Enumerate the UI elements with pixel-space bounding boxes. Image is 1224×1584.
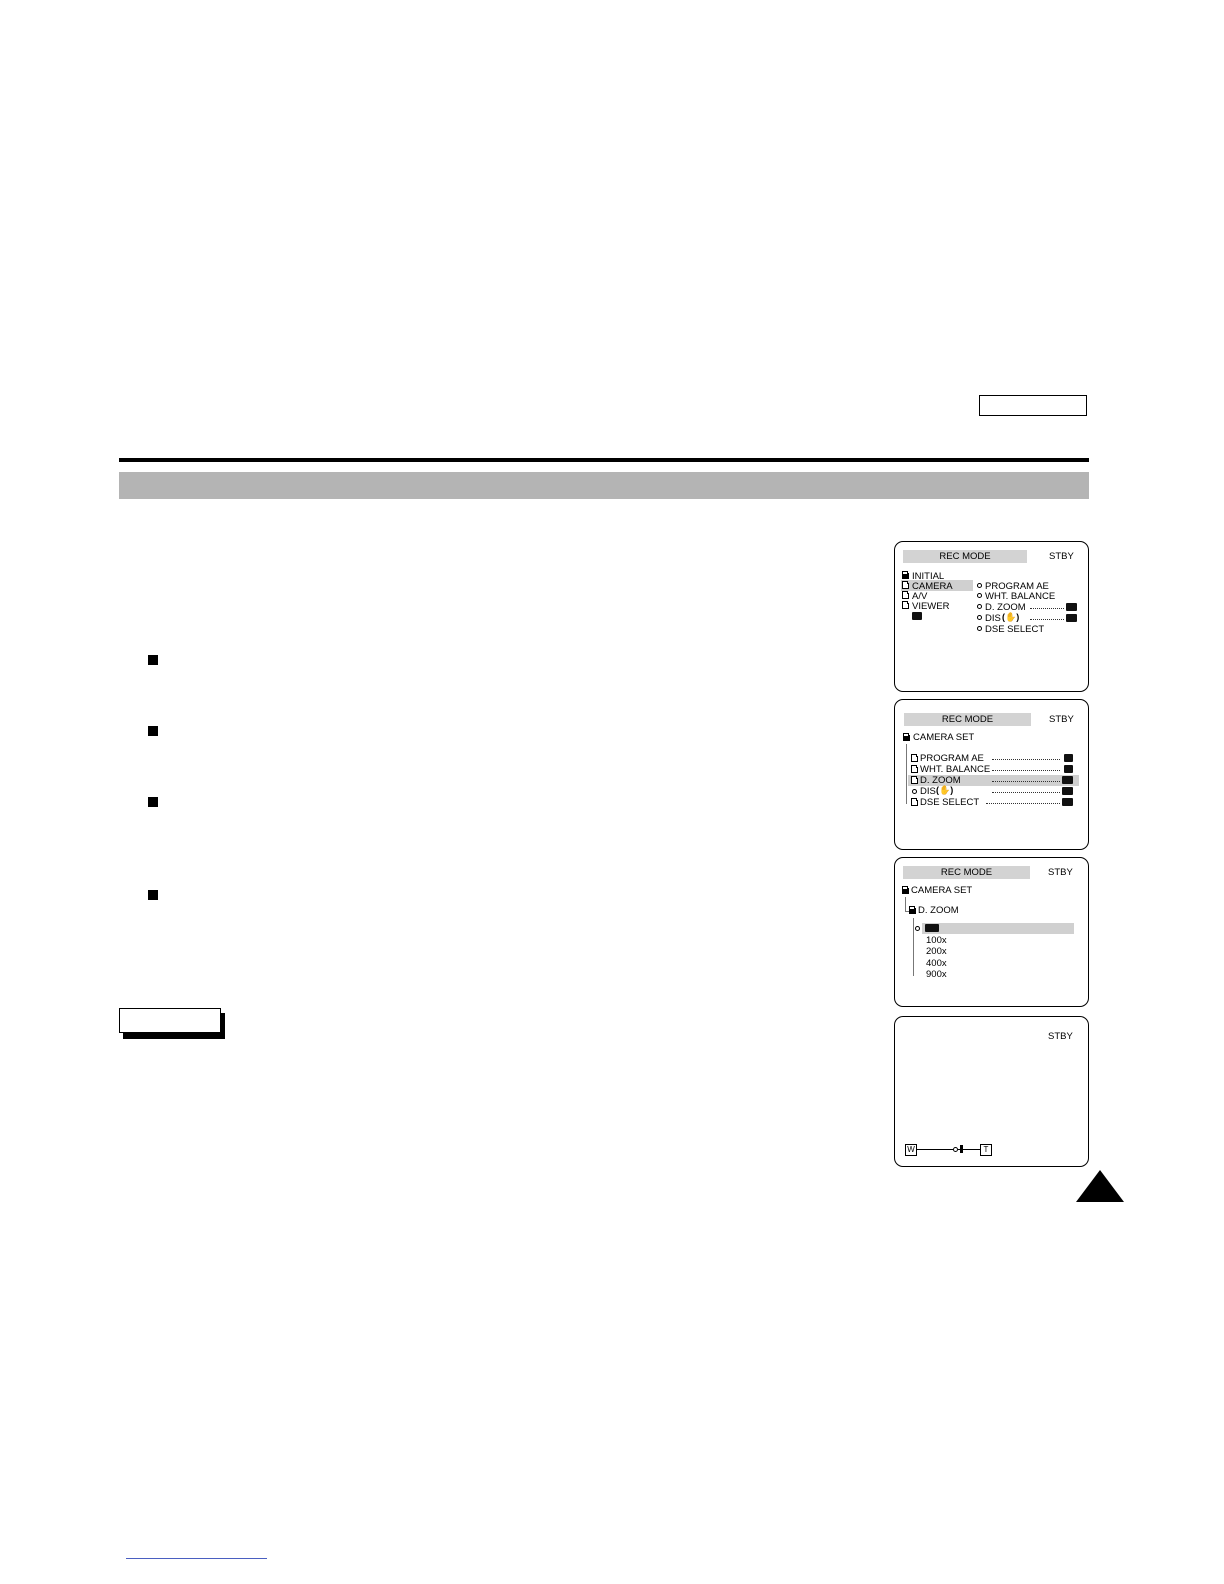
submenu-wht-balance[interactable]: WHT. BALANCE [985, 591, 1056, 602]
folder-icon [902, 583, 909, 589]
submenu-d-zoom[interactable]: D. ZOOM [985, 602, 1026, 613]
screen-d-zoom [894, 857, 1089, 1007]
radio-circle-icon [912, 789, 917, 794]
folder-icon [911, 756, 918, 762]
submenu-program-ae[interactable]: PROGRAM AE [985, 581, 1049, 592]
folder-icon [909, 908, 916, 914]
setting-value-icon [1064, 765, 1073, 773]
bullet-marker-1 [148, 655, 158, 665]
stabilizer-hand-icon: (✋) [936, 785, 954, 795]
leader-dots [1030, 608, 1064, 609]
leader-dots [992, 792, 1060, 793]
rec-mode-label: REC MODE [939, 551, 991, 562]
folder-icon [902, 888, 909, 894]
zoom-tele-label: T [980, 1144, 992, 1156]
notes-tab [119, 1008, 221, 1033]
item-wht-balance[interactable]: WHT. BALANCE [920, 764, 991, 775]
menu-item-viewer[interactable]: VIEWER [912, 601, 950, 612]
folder-icon [902, 593, 909, 599]
folder-icon [911, 800, 918, 806]
option-400x[interactable]: 400x [926, 958, 947, 969]
sub-title: D. ZOOM [918, 905, 959, 916]
leader-dots [986, 803, 1060, 804]
zoom-wide-label: W [905, 1144, 917, 1156]
item-program-ae[interactable]: PROGRAM AE [920, 753, 984, 764]
screen-viewfinder [894, 1016, 1089, 1167]
menu-exit-icon [912, 612, 922, 620]
rec-mode-bar [903, 550, 1027, 563]
radio-circle-icon [977, 604, 982, 609]
item-d-zoom[interactable]: D. ZOOM [920, 775, 961, 786]
screen-main-menu [894, 541, 1089, 692]
radio-circle-icon [977, 593, 982, 598]
option-200x[interactable]: 200x [926, 946, 947, 957]
setting-value-icon [1062, 787, 1073, 795]
item-dis[interactable]: DIS [920, 786, 936, 797]
folder-title: CAMERA SET [911, 885, 973, 896]
tree-line [906, 744, 907, 804]
tree-line [913, 918, 914, 976]
menu-item-initial[interactable]: INITIAL [912, 571, 945, 582]
leader-dots [992, 781, 1060, 782]
radio-circle-icon [977, 615, 982, 620]
menu-item-camera[interactable]: CAMERA [912, 581, 953, 592]
folder-icon [903, 735, 910, 741]
menu-item-av[interactable]: A/V [912, 591, 928, 602]
stabilizer-hand-icon: (✋) [1002, 612, 1020, 622]
screen-camera-set [894, 699, 1089, 850]
rec-mode-label: REC MODE [941, 714, 994, 725]
radio-circle-icon [915, 926, 920, 931]
setting-value-icon [1062, 798, 1073, 806]
zoom-marker [960, 1145, 963, 1153]
language-label-box [979, 395, 1087, 416]
setting-value-icon [1066, 614, 1077, 622]
leader-dots [1030, 619, 1064, 620]
section-title-bar [119, 472, 1089, 499]
option-100x[interactable]: 100x [926, 935, 947, 946]
setting-value-icon [1062, 776, 1073, 784]
folder-title: CAMERA SET [913, 732, 975, 743]
rec-mode-bar [904, 713, 1031, 726]
status-label: STBY [1049, 551, 1074, 562]
folder-icon [902, 603, 909, 609]
option-900x[interactable]: 900x [926, 969, 947, 980]
status-label: STBY [1049, 714, 1074, 725]
folder-icon [911, 767, 918, 773]
zoom-track [917, 1149, 953, 1150]
rec-mode-label: REC MODE [940, 867, 993, 878]
bullet-marker-2 [148, 726, 158, 736]
submenu-dis[interactable]: DIS [985, 613, 1001, 624]
status-label: STBY [1048, 867, 1073, 878]
leader-dots [992, 759, 1060, 760]
top-rule [119, 458, 1089, 462]
submenu-dse-select[interactable]: DSE SELECT [985, 624, 1045, 635]
tree-line [905, 897, 906, 911]
folder-icon [902, 573, 909, 579]
radio-circle-icon [977, 583, 982, 588]
item-dse-select[interactable]: DSE SELECT [920, 797, 980, 808]
setting-value-icon [1066, 603, 1077, 611]
setting-value-icon [1064, 754, 1073, 762]
bullet-marker-4 [148, 890, 158, 900]
status-label: STBY [1048, 1031, 1073, 1042]
leader-dots [992, 770, 1060, 771]
folder-icon [911, 778, 918, 784]
radio-circle-icon [977, 626, 982, 631]
off-option-icon[interactable] [925, 924, 939, 932]
next-page-triangle-icon [1076, 1170, 1124, 1202]
menu-highlight [922, 923, 1074, 934]
footer-link-underline [126, 1558, 267, 1559]
bullet-marker-3 [148, 797, 158, 807]
rec-mode-bar [903, 866, 1030, 879]
